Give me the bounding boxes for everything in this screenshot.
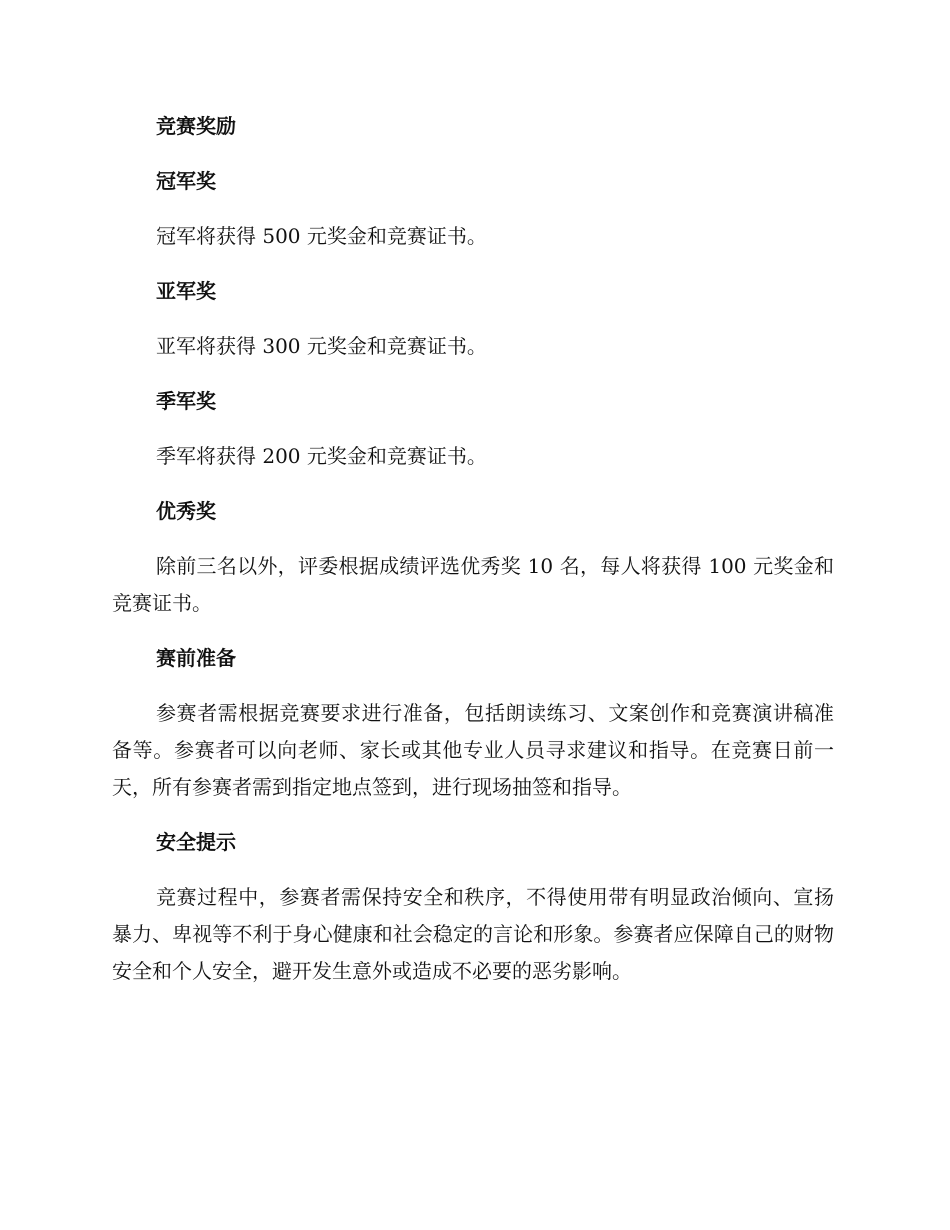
subheading-third-place: 季军奖 bbox=[156, 389, 216, 413]
paragraph-excellence: 除前三名以外，评委根据成绩评选优秀奖 10 名，每人将获得 100 元奖金和竞赛证书。 bbox=[112, 554, 834, 615]
paragraph-runner-up: 亚军将获得 300 元奖金和竞赛证书。 bbox=[156, 334, 487, 358]
paragraph-safety: 竞赛过程中，参赛者需保持安全和秩序，不得使用带有明显政治倾向、宣扬暴力、卑视等不利于身心健康和社会稳定的言论和形象。参赛者应保障自己的财物安全和个人安全，避开发生意外或造成不必要的恶劣影响。 bbox=[112, 885, 834, 983]
subheading-runner-up: 亚军奖 bbox=[156, 279, 216, 303]
paragraph-third-place: 季军将获得 200 元奖金和竞赛证书。 bbox=[156, 444, 487, 468]
paragraph-champion: 冠军将获得 500 元奖金和竞赛证书。 bbox=[156, 224, 487, 248]
subheading-excellence: 优秀奖 bbox=[156, 499, 216, 523]
subheading-champion: 冠军奖 bbox=[156, 169, 216, 193]
section-heading-safety: 安全提示 bbox=[156, 830, 236, 854]
document-body bbox=[112, 108, 834, 1008]
paragraph-preparation: 参赛者需根据竞赛要求进行准备，包括朗读练习、文案创作和竞赛演讲稿准备等。参赛者可以向老师、家长或其他专业人员寻求建议和指导。在竞赛日前一天，所有参赛者需到指定地点签到，进行现场抽签和指导。 bbox=[112, 701, 834, 799]
section-heading-preparation: 赛前准备 bbox=[156, 646, 236, 670]
section-heading-awards: 竞赛奖励 bbox=[156, 114, 236, 138]
